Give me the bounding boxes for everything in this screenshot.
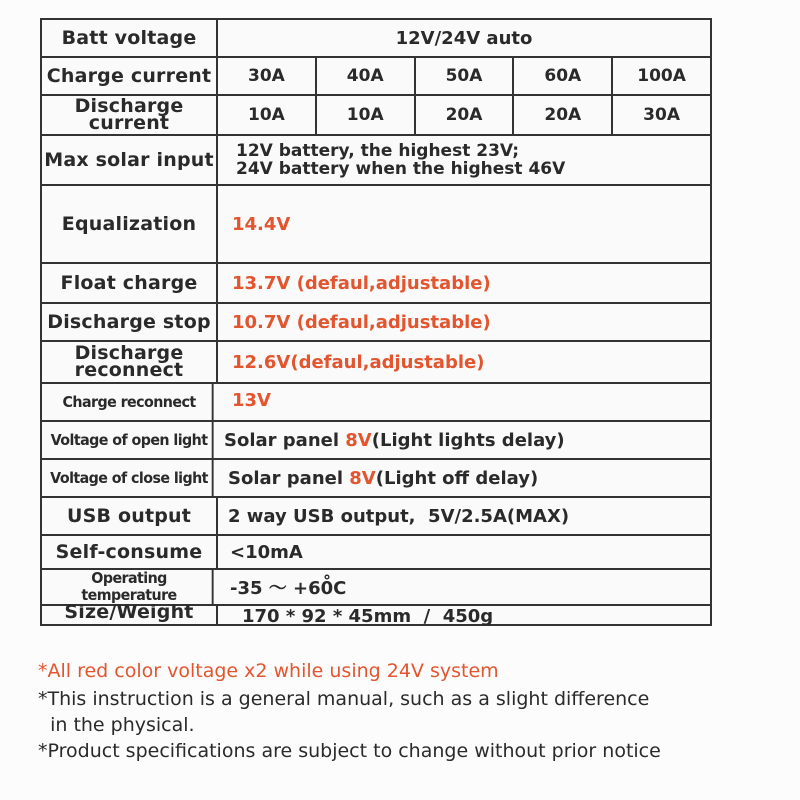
value-prefix: Solar panel xyxy=(228,467,350,489)
row-value: 170 * 92 * 45mm / 450g xyxy=(242,606,494,627)
row-charge-reconnect xyxy=(42,384,710,422)
row-label: Size/Weight xyxy=(42,604,218,624)
row-charge-current xyxy=(42,58,710,96)
value-prefix: Solar panel xyxy=(224,429,346,451)
current-cell: 100A xyxy=(637,66,686,86)
footnote-red: *All red color voltage x2 while using 24V system xyxy=(38,660,499,682)
row-label: Charge current xyxy=(42,58,218,94)
value-suffix: (Light off delay) xyxy=(375,467,539,489)
row-label: Equalization xyxy=(42,186,218,262)
row-discharge-reconnect xyxy=(42,342,710,384)
current-cell: 10A xyxy=(317,96,416,134)
current-cell: 30A xyxy=(643,105,680,125)
row-value xyxy=(218,460,710,496)
value-red: 8V xyxy=(349,467,376,489)
row-label: Self-consume xyxy=(42,536,218,568)
label-line: reconnect xyxy=(74,359,184,381)
footnotes xyxy=(38,658,778,764)
value-line: 12V battery, the highest 23V; xyxy=(236,141,520,161)
current-cell: 20A xyxy=(514,96,613,134)
current-cells xyxy=(218,96,710,134)
row-label xyxy=(42,96,218,134)
row-open-light xyxy=(42,422,710,460)
row-equalization xyxy=(42,186,710,264)
row-label: Float charge xyxy=(42,264,218,302)
label-line: Discharge xyxy=(74,342,184,364)
row-label: Charge reconnect xyxy=(46,384,213,420)
value-suffix: (Light lights delay) xyxy=(371,429,565,451)
row-value xyxy=(218,422,710,458)
row-float-charge xyxy=(42,264,710,304)
row-value: 14.4V xyxy=(232,213,291,235)
current-cell: 40A xyxy=(317,58,416,94)
row-value: 10.7V (defaul,adjustable) xyxy=(232,311,491,333)
spec-table xyxy=(40,18,712,626)
row-self-consume xyxy=(42,536,710,570)
row-close-light xyxy=(42,460,710,498)
row-label: Voltage of open light xyxy=(46,422,213,458)
row-value: <10mA xyxy=(230,541,303,563)
row-label: Operating temperature xyxy=(46,570,213,604)
row-label: Voltage of close light xyxy=(46,460,213,496)
current-cell: 60A xyxy=(514,58,613,94)
row-value: 13.7V (defaul,adjustable) xyxy=(232,272,491,294)
row-value: -35 ～ +60̊C xyxy=(230,578,347,599)
row-discharge-stop xyxy=(42,304,710,342)
footnote: *Product specifications are subject to change without prior notice xyxy=(38,740,661,762)
current-cell: 10A xyxy=(218,96,317,134)
row-max-solar-input xyxy=(42,136,710,186)
row-usb-output xyxy=(42,498,710,536)
footnote: in the physical. xyxy=(38,714,195,736)
row-value: 12V/24V auto xyxy=(395,27,533,49)
row-label: Max solar input xyxy=(42,136,218,184)
value-line: 24V battery when the highest 46V xyxy=(236,159,566,179)
row-batt-voltage xyxy=(42,20,710,58)
row-label: USB output xyxy=(42,498,218,534)
row-label: Discharge stop xyxy=(42,304,218,340)
label-line: Discharge xyxy=(74,95,184,117)
value-red: 8V xyxy=(345,429,372,451)
current-cells xyxy=(218,58,710,94)
row-label: Batt voltage xyxy=(42,20,218,56)
row-size-weight xyxy=(42,601,710,627)
row-label xyxy=(42,342,218,382)
row-value: 2 way USB output, 5V/2.5A(MAX) xyxy=(228,505,570,527)
current-cell: 20A xyxy=(416,96,515,134)
current-cell: 30A xyxy=(218,58,317,94)
label-line: current xyxy=(88,112,170,134)
row-discharge-current xyxy=(42,96,710,136)
current-cell: 50A xyxy=(416,58,515,94)
row-value xyxy=(218,136,710,184)
footnote: *This instruction is a general manual, such as a slight difference xyxy=(38,688,650,710)
row-value: 13V xyxy=(232,390,271,411)
row-value: 12.6V(defaul,adjustable) xyxy=(232,351,485,373)
